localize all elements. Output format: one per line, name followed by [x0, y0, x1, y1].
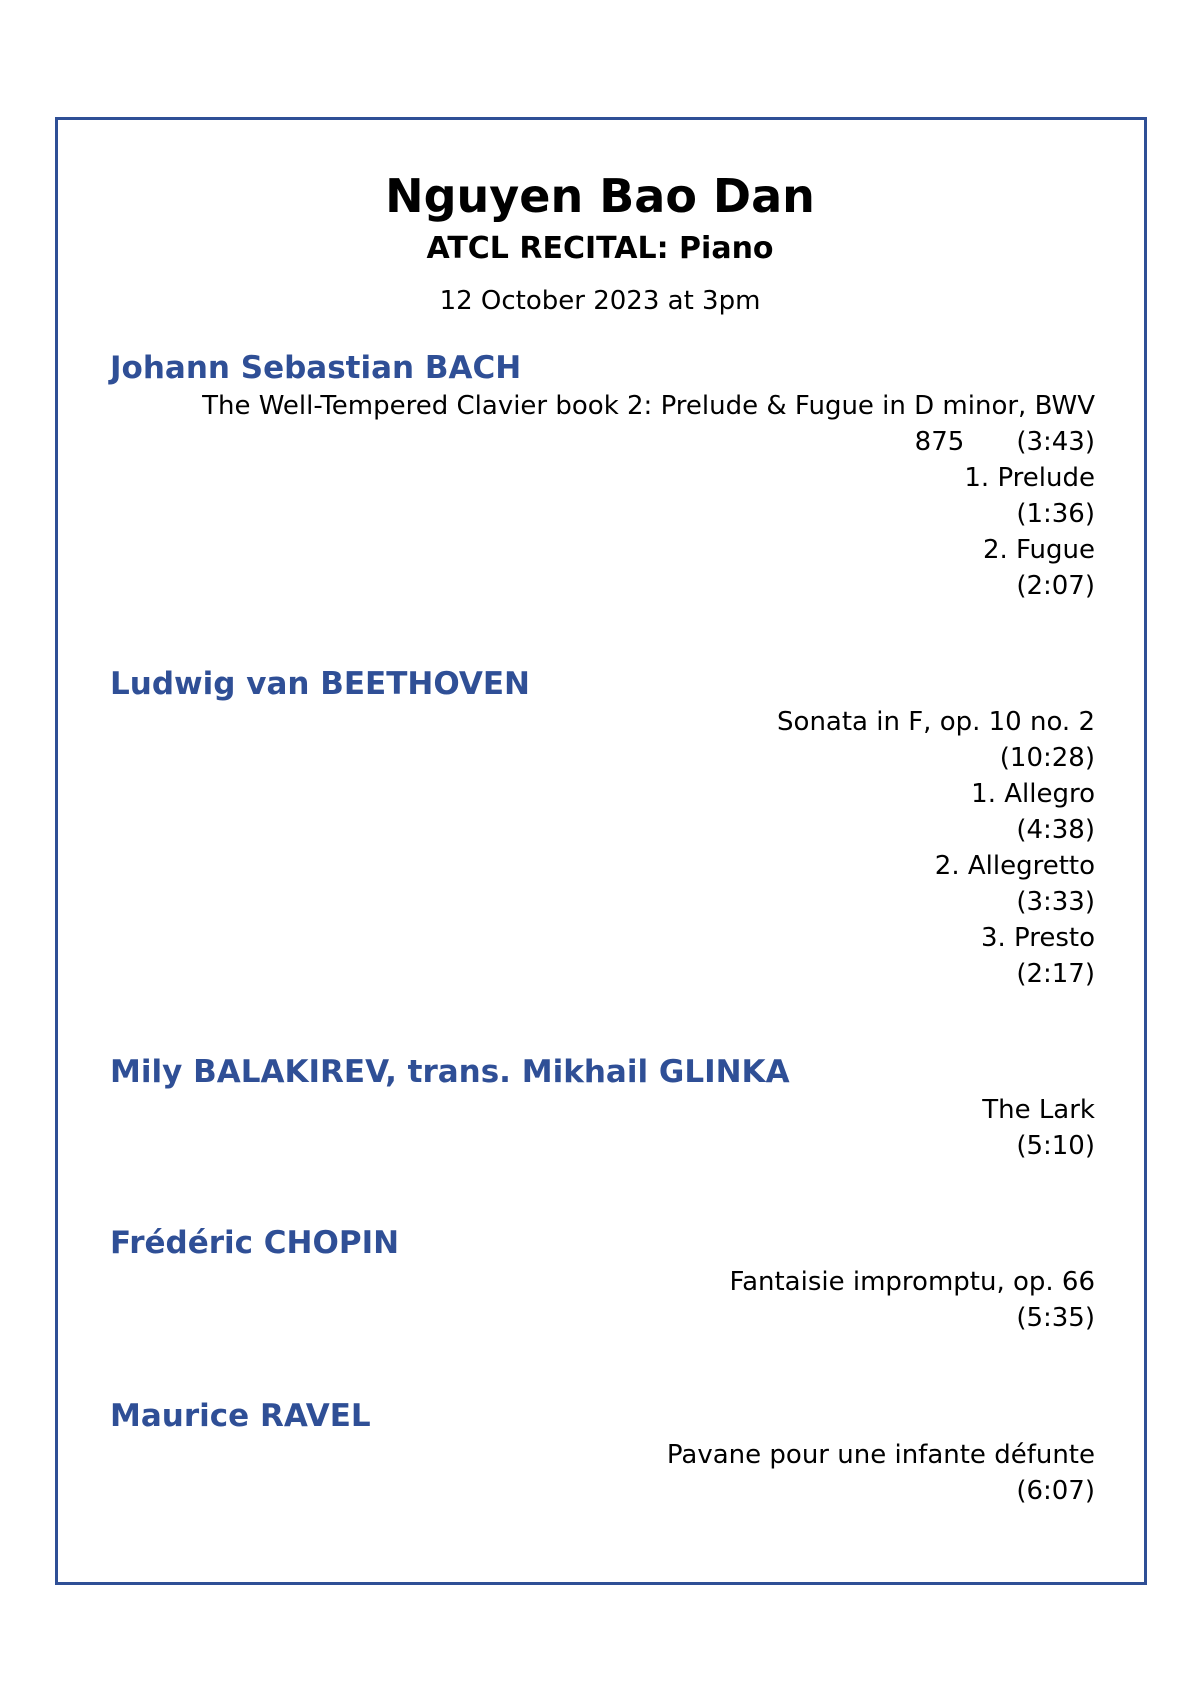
- composer-chopin: Frédéric CHOPIN: [110, 1225, 400, 1261]
- work-title: The Well-Tempered Clavier book 2: Prelude & Fugue in D minor, BWV: [202, 391, 1095, 421]
- movement-duration: (2:07): [1016, 571, 1095, 601]
- work-duration: (10:28): [999, 743, 1095, 773]
- movement-label: 2. Allegretto: [934, 851, 1095, 881]
- work-duration: (5:35): [1016, 1303, 1095, 1333]
- composer-beethoven: Ludwig van BEETHOVEN: [110, 666, 530, 702]
- movement-duration: (3:33): [1016, 887, 1095, 917]
- movement-label: 1. Prelude: [964, 463, 1095, 493]
- work-title: Fantaisie impromptu, op. 66: [729, 1267, 1095, 1297]
- movement-label: 2. Fugue: [982, 535, 1095, 565]
- work-title: Pavane pour une infante défunte: [666, 1440, 1095, 1470]
- movement-duration: (2:17): [1016, 959, 1095, 989]
- composer-ravel: Maurice RAVEL: [110, 1398, 371, 1434]
- work-duration: (5:10): [1016, 1131, 1095, 1161]
- work-title-continued: [915, 424, 1095, 460]
- work-duration: (3:43): [1016, 427, 1095, 457]
- movement-label: 3. Presto: [980, 923, 1095, 953]
- work-title-cont: 875: [914, 427, 965, 457]
- composer-balakirev: Mily BALAKIREV, trans. Mikhail GLINKA: [110, 1054, 790, 1090]
- recital-datetime: 12 October 2023 at 3pm: [439, 286, 761, 316]
- movement-label: 1. Allegro: [971, 779, 1095, 809]
- movement-duration: (1:36): [1016, 499, 1095, 529]
- performer-name: Nguyen Bao Dan: [385, 169, 815, 223]
- work-duration: (6:07): [1016, 1476, 1095, 1506]
- work-title: Sonata in F, op. 10 no. 2: [777, 707, 1095, 737]
- recital-subtitle: ATCL RECITAL: Piano: [426, 231, 774, 266]
- composer-bach: Johann Sebastian BACH: [110, 350, 522, 386]
- movement-duration: (4:38): [1016, 815, 1095, 845]
- work-title: The Lark: [982, 1095, 1095, 1125]
